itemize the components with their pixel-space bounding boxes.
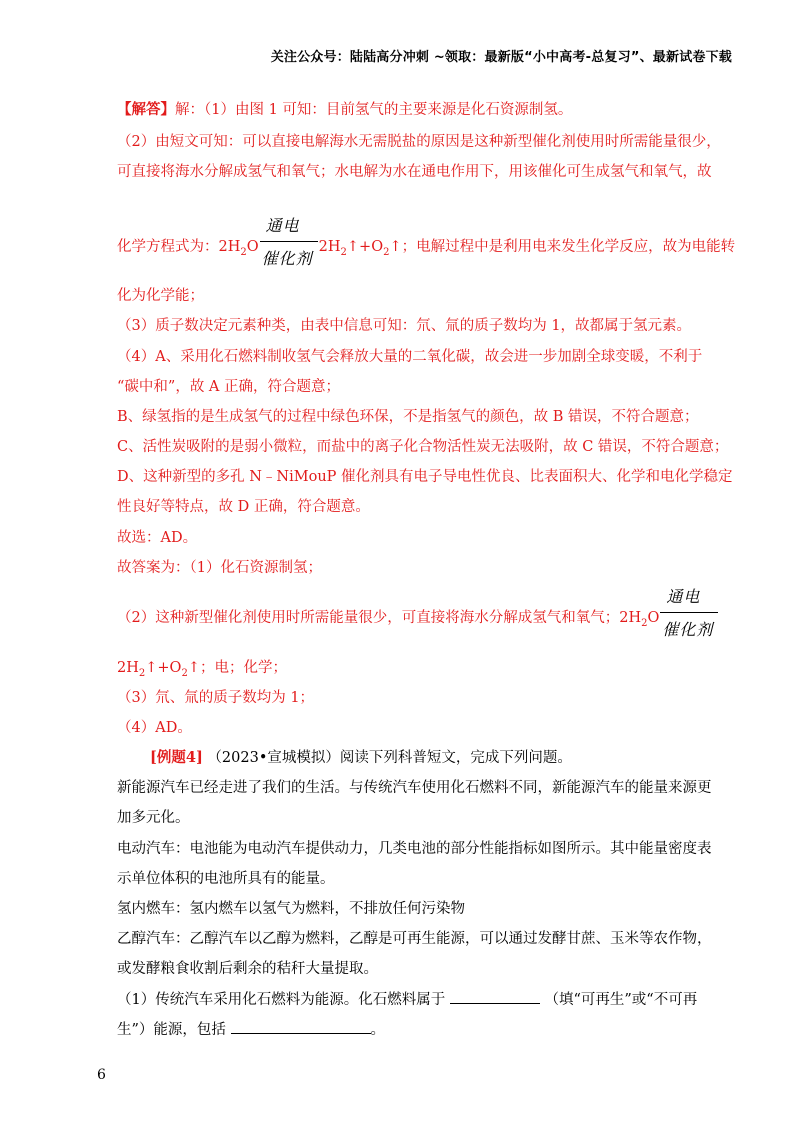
example-tag: [例题4] <box>150 749 203 766</box>
answer-line-17: （3）氘、氚的质子数均为 1； <box>117 690 315 706</box>
eq-text: ↑+O <box>145 660 182 676</box>
reaction-arrow-bar <box>260 241 318 242</box>
answer-line-5: 化为化学能； <box>117 288 204 304</box>
eq-text: ↑+O <box>346 239 384 255</box>
example-paragraph-1b: 加多元化。 <box>117 810 190 826</box>
subscript: 2 <box>340 246 347 258</box>
reaction-arrow-bar <box>660 612 718 613</box>
answer-line-12: 性良好等特点，故 D 正确，符合题意。 <box>117 499 370 515</box>
example-paragraph-2: 电动汽车：电池能为电动汽车提供动力，几类电池的部分性能指标如图所示。其中能量密度表 <box>117 841 712 857</box>
answer-line-3: 可直接将海水分解成氢气和氧气；水电解为水在通电作用下，用该催化可生成氢气和氧气，故 <box>117 164 712 180</box>
example-paragraph-4: 乙醇汽车：乙醇汽车以乙醇为燃料，乙醇是可再生能源，可以通过发酵甘蔗、玉米等农作物， <box>117 931 712 947</box>
answer-blank-1[interactable] <box>450 989 540 1004</box>
eq-text: （2）这种新型催化剂使用时所需能量很少，可直接将海水分解成氢气和氧气；2H <box>117 610 642 626</box>
answer-line-7: （4）A、采用化石燃料制收氢气会释放大量的二氧化碳，故会进一步加剧全球变暖，不利于 <box>117 349 703 365</box>
page-number: 6 <box>97 1067 106 1083</box>
example-paragraph-3: 氢内燃车：氢内燃车以氢气为燃料，不排放任何污染物 <box>117 901 465 917</box>
answer-line-16 <box>117 656 287 679</box>
example-paragraph-1: 新能源汽车已经走进了我们的生活。与传统汽车使用化石燃料不同，新能源汽车的能量来源更 <box>117 780 712 796</box>
subscript: 2 <box>641 617 648 629</box>
subscript: 2 <box>138 667 146 679</box>
eq-text: ↑；电；化学； <box>187 660 287 676</box>
answer-line-11: D、这种新型的多孔 N﹣NiMouP 催化剂具有电子导电性优良、比表面积大、化学和电化学稳定 <box>117 469 733 485</box>
answer-line-10: C、活性炭吸附的是弱小微粒，而盐中的离子化合物活性炭无法吸附，故 C 错误，不符合题意； <box>117 439 729 455</box>
reaction-condition <box>260 216 318 268</box>
eq-text: ↑；电解过程中是利用电来发生化学反应，故为电能转 <box>389 239 736 255</box>
question-text: （填“可再生”或“不可再 <box>544 992 698 1008</box>
condition-bottom: 催化剂 <box>261 249 313 268</box>
answer-line-1 <box>117 98 572 119</box>
condition-top: 通电 <box>666 587 701 606</box>
answer-line-15 <box>117 587 719 639</box>
answer-blank-2[interactable] <box>231 1019 371 1034</box>
condition-top: 通电 <box>265 216 300 235</box>
subscript: 2 <box>240 246 247 258</box>
subscript: 2 <box>181 667 188 679</box>
subscript: 2 <box>383 246 390 258</box>
eq-text: O <box>246 239 259 255</box>
condition-bottom: 催化剂 <box>662 620 714 639</box>
question-text: 。 <box>370 1022 386 1038</box>
answer-equation-line <box>117 216 736 268</box>
answer-line-8: “碳中和”，故 A 正确，符合题意； <box>117 379 341 395</box>
eq-text: 化学方程式为：2H <box>117 239 241 255</box>
example-paragraph-4b: 或发酵粮食收割后剩余的秸秆大量提取。 <box>117 961 378 977</box>
answer-text: 解：（1）由图 1 可知：目前氢气的主要来源是化石资源制氢。 <box>175 102 573 118</box>
eq-text: 2H <box>318 239 341 255</box>
eq-text: 2H <box>117 660 139 676</box>
eq-text: O <box>647 610 660 626</box>
answer-line-6: （3）质子数决定元素种类，由表中信息可知：氘、氚的质子数均为 1，故都属于氢元素。 <box>117 318 692 334</box>
example-intro: （2023•宣城模拟）阅读下列科普短文，完成下列问题。 <box>207 750 572 766</box>
example-paragraph-2b: 示单位体积的电池所具有的能量。 <box>117 871 335 887</box>
answer-line-2: （2）由短文可知：可以直接电解海水无需脱盐的原因是这种新型催化剂使用时所需能量很少， <box>117 134 721 150</box>
question-text: （1）传统汽车采用化石燃料为能源。化石燃料属于 <box>117 992 446 1008</box>
answer-line-14: 故答案为：（1）化石资源制氢； <box>117 560 322 576</box>
answer-line-18: （4）AD。 <box>117 720 192 736</box>
answer-line-9: B、绿氢指的是生成氢气的过程中绿色环保，不是指氢气的颜色，故 B 错误，不符合题意； <box>117 409 699 425</box>
example-heading <box>150 746 572 767</box>
answer-line-13: 故选：AD。 <box>117 530 198 546</box>
page-header: 关注公众号：陆陆高分冲刺 ~领取：最新版“小中高考-总复习”、最新试卷下载 <box>270 50 732 65</box>
reaction-condition <box>660 587 718 639</box>
question-text: 生”）能源，包括 <box>117 1022 226 1038</box>
question-1-line-1 <box>117 988 697 1009</box>
answer-tag: 【解答】 <box>117 101 175 118</box>
question-1-line-2 <box>117 1018 385 1039</box>
